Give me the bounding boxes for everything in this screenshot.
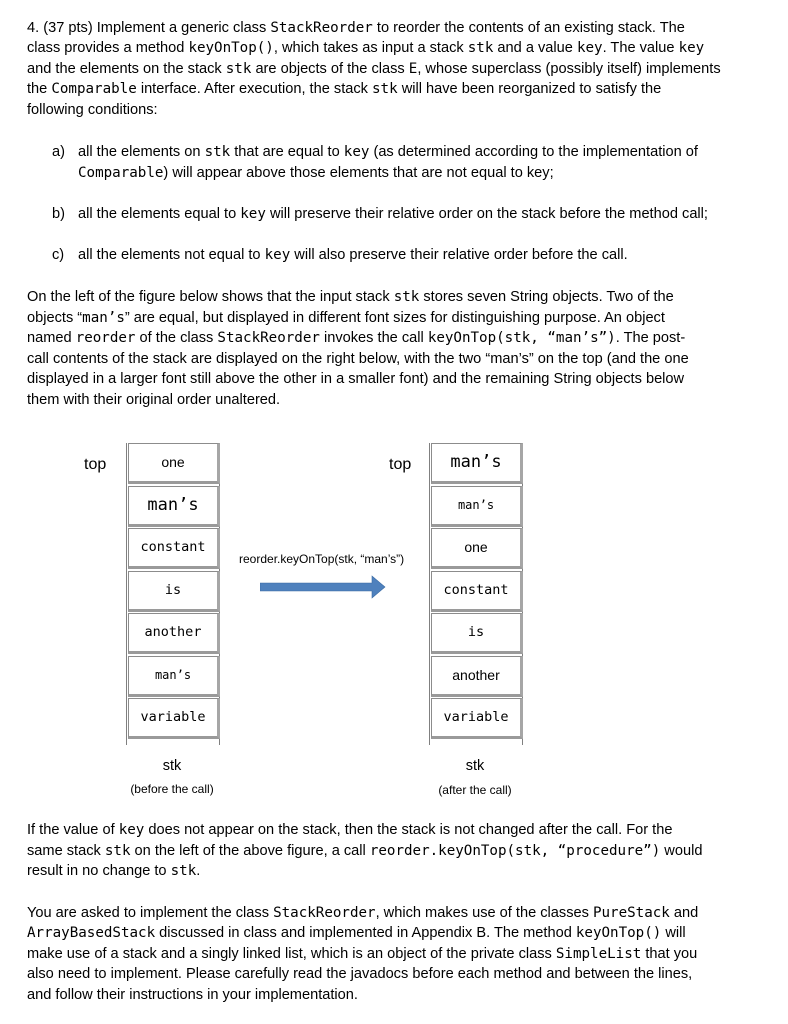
- notfound-line-3: [27, 861, 775, 882]
- stack-cell: man’s: [128, 656, 220, 697]
- intro-line-4: [27, 79, 775, 100]
- text: and a value: [493, 40, 577, 56]
- text: ) will appear above those elements that are not equal to key;: [163, 164, 554, 181]
- text: displayed in a larger font still above the other in a smaller font) and the remaining String objects below: [27, 371, 685, 387]
- stack-cell: another: [128, 613, 220, 654]
- text: all the elements equal to: [78, 206, 241, 222]
- text: that you: [641, 946, 698, 962]
- code: key: [240, 206, 266, 222]
- stack-caption-after: stk: [465, 758, 485, 774]
- text: that are equal to: [230, 144, 344, 160]
- text: (as determined according to the implementation of: [369, 144, 698, 160]
- code: man’s: [82, 310, 125, 326]
- text: objects “: [27, 310, 83, 326]
- stack-cell: variable: [431, 698, 523, 739]
- stack-subcaption-after: (after the call): [438, 783, 512, 797]
- code: stk: [393, 289, 420, 305]
- text: 4. (37 pts) Implement a generic class: [27, 20, 271, 36]
- code: Comparable: [51, 81, 137, 97]
- text: of the class: [135, 330, 218, 346]
- text: all the elements not equal to: [78, 247, 265, 263]
- text: result in no change to: [27, 863, 171, 879]
- text: . The value: [602, 40, 679, 56]
- stack-after: [429, 443, 523, 745]
- stack-cell: constant: [128, 528, 220, 569]
- intro-line-2: [27, 38, 775, 59]
- stack-cell: constant: [431, 571, 523, 612]
- top-label-before: top: [84, 456, 107, 473]
- code: stk: [204, 144, 231, 160]
- stack-cell: variable: [128, 698, 220, 739]
- figure-line-3: [27, 328, 775, 349]
- stack-cell: man’s: [431, 443, 523, 484]
- figure-line-5: [27, 369, 775, 390]
- text: invokes the call: [319, 330, 428, 346]
- text: discussed in class and implemented in Appendix B. The method: [155, 925, 576, 941]
- task-line-1: [27, 903, 775, 924]
- code: StackReorder: [273, 905, 376, 921]
- text: are objects of the class: [251, 61, 409, 77]
- figure-line-4: [27, 349, 775, 370]
- text: them with their original order unaltered.: [27, 392, 281, 408]
- text: , which makes use of the classes: [375, 905, 593, 921]
- text: the: [27, 81, 52, 97]
- condition-text: [78, 204, 778, 225]
- condition-text: [78, 245, 778, 266]
- text: , whose superclass (possibly itself) implements: [417, 61, 721, 77]
- code: keyOnTop(stk, “man’s”): [427, 330, 616, 346]
- text: would: [660, 843, 703, 859]
- text: also need to implement. Please carefully read the javadocs before each method and between the lines,: [27, 966, 693, 982]
- task-line-2: [27, 923, 775, 944]
- code: stk: [104, 843, 131, 859]
- notfound-line-1: [27, 820, 775, 841]
- right-arrow-icon: [260, 574, 386, 600]
- condition-label: c): [52, 247, 65, 263]
- top-label-after: top: [389, 456, 412, 473]
- figure-line-2: [27, 308, 775, 329]
- stack-cell: man’s: [431, 486, 523, 527]
- text: on the left of the above figure, a call: [130, 843, 370, 859]
- code: StackReorder: [270, 20, 373, 36]
- intro-line-1: [27, 18, 775, 39]
- stack-caption-before: stk: [162, 758, 182, 774]
- text: will have been reorganized to satisfy the: [397, 81, 662, 97]
- text: and the elements on the stack: [27, 61, 226, 77]
- task-line-4: [27, 964, 775, 985]
- text: make use of a stack and a singly linked list, which is an object of the private class: [27, 946, 556, 962]
- text: will: [661, 925, 686, 941]
- stack-before: [126, 443, 220, 745]
- code: stk: [170, 863, 197, 879]
- text: , which takes as input a stack: [273, 40, 468, 56]
- figure-line-1: [27, 287, 775, 308]
- text: does not appear on the stack, then the stack is not changed after the call. For the: [144, 822, 673, 838]
- task-line-5: [27, 985, 775, 1006]
- task-line-3: [27, 944, 775, 965]
- text: and follow their instructions in your implementation.: [27, 987, 358, 1003]
- text: ” are equal, but displayed in different font sizes for distinguishing purpose. An object: [124, 310, 665, 326]
- stack-cell: one: [128, 443, 220, 484]
- intro-line-5: [27, 100, 775, 121]
- arrow-shape: [260, 576, 385, 598]
- text: . The post-: [615, 330, 686, 346]
- condition-label: b): [52, 206, 65, 222]
- text: interface. After execution, the stack: [136, 81, 373, 97]
- stack-cell: is: [128, 571, 220, 612]
- code: Comparable: [78, 164, 164, 181]
- code: key: [576, 40, 603, 56]
- text: following conditions:: [27, 102, 158, 118]
- call-label: reorder.keyOnTop(stk, “man’s”): [239, 552, 405, 566]
- code: stk: [467, 40, 494, 56]
- text: named: [27, 330, 76, 346]
- code: key: [343, 144, 370, 160]
- text: and: [669, 905, 699, 921]
- code: stk: [225, 61, 252, 77]
- code: PureStack: [592, 905, 670, 921]
- text: will also preserve their relative order before the call.: [290, 247, 628, 263]
- code: ArrayBasedStack: [27, 925, 156, 941]
- text: stores seven String objects. Two of the: [419, 289, 674, 305]
- text: You are asked to implement the class: [27, 905, 274, 921]
- code: reorder: [75, 330, 136, 346]
- text: call contents of the stack are displayed on the right below, with the two “man’s” on the top (and the one: [27, 351, 689, 367]
- code: keyOnTop(): [188, 40, 274, 56]
- stack-cell: another: [431, 656, 523, 697]
- code: keyOnTop(): [575, 925, 662, 941]
- intro-line-3: [27, 59, 775, 80]
- code: StackReorder: [217, 330, 320, 346]
- stack-cell: is: [431, 613, 523, 654]
- code: reorder.keyOnTop(stk, “procedure”): [369, 843, 661, 859]
- text: to reorder the contents of an existing stack. The: [372, 20, 685, 36]
- condition-label: a): [52, 144, 65, 160]
- text: If the value of: [27, 822, 119, 838]
- code: key: [678, 40, 705, 56]
- text: all the elements on: [78, 144, 205, 160]
- code: stk: [372, 81, 398, 97]
- text: On the left of the figure below shows that the input stack: [27, 289, 394, 305]
- figure-line-6: [27, 390, 775, 411]
- text: .: [196, 863, 201, 879]
- code: SimpleList: [555, 946, 642, 962]
- stack-cell: man’s: [128, 486, 220, 527]
- text: will preserve their relative order on the stack before the method call;: [265, 206, 708, 222]
- stack-cell: one: [431, 528, 523, 569]
- code: key: [264, 247, 291, 263]
- text: same stack: [27, 843, 105, 859]
- code: key: [118, 822, 145, 838]
- stack-subcaption-before: (before the call): [130, 782, 214, 796]
- text: class provides a method: [27, 40, 189, 56]
- code: E: [408, 61, 418, 77]
- notfound-line-2: [27, 841, 775, 862]
- condition-text: [78, 142, 778, 183]
